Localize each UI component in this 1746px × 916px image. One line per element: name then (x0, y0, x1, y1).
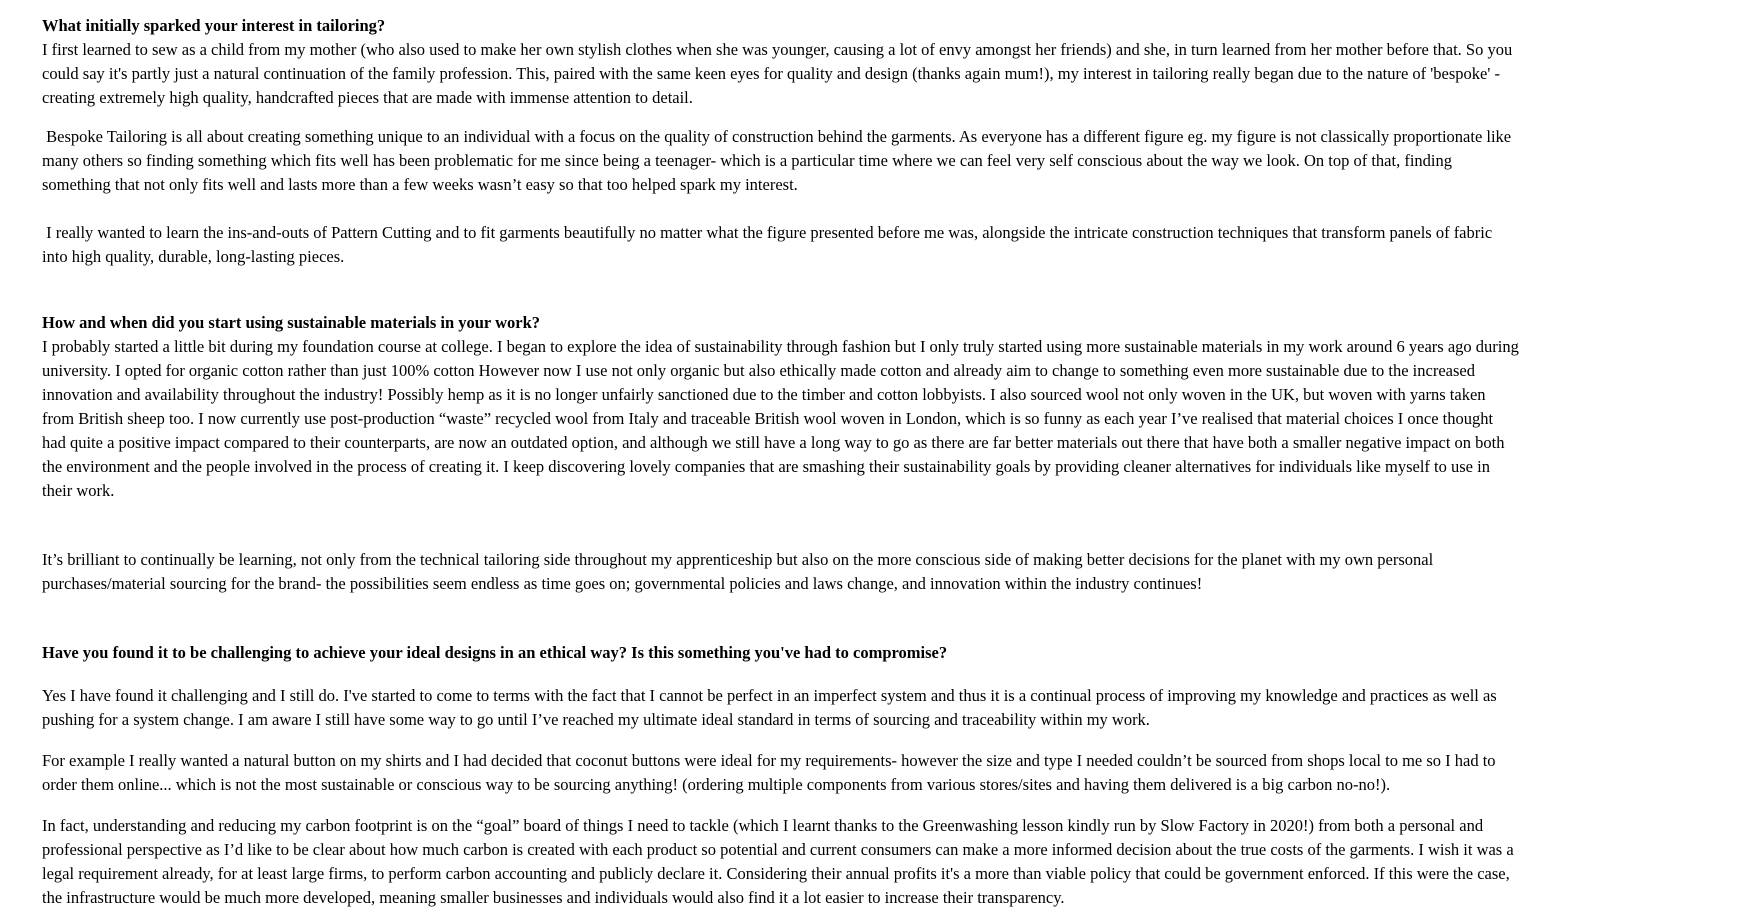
question-heading: How and when did you start using sustainable materials in your work? (42, 313, 540, 332)
answer-paragraph: In fact, understanding and reducing my carbon footprint is on the “goal” board of things I need to tackle (which I learnt thanks to the Greenwashing lesson kindly run by Slow Factory in 2020!) from both a personal and professional perspective as I’d like to be clear about how much carbon is created with each product so potential and current consumers can make a more informed decision about the true costs of the garments. I wish it was a legal requirement already, for at least large firms, to perform carbon accounting and publicly declare it. Considering their annual profits it's a more than viable policy that could be government enforced. If this were the case, the infrastructure would be much more developed, meaning smaller businesses and individuals would also find it a lot easier to increase their transparency. (42, 816, 1518, 907)
question-heading: Have you found it to be challenging to achieve your ideal designs in an ethical way? Is this something you've had to compromise? (42, 643, 948, 662)
answer-paragraph: It’s brilliant to continually be learning, not only from the technical tailoring side throughout my apprenticeship but also on the more conscious side of making better decisions for the planet with my own personal purchases/material sourcing for the brand- the possibilities seem endless as time goes on; governmental policies and laws change, and innovation within the industry continues! (42, 550, 1438, 593)
answer-paragraph: I first learned to sew as a child from my mother (who also used to make her own stylish clothes when she was younger, causing a lot of envy amongst her friends) and she, in turn learned from her mother before that. So you could say it's partly just a natural continuation of the family profession. This, paired with the same keen eyes for quality and design (thanks again mum!), my interest in tailoring really began due to the nature of 'bespoke' - creating extremely high quality, handcrafted pieces that are made with immense attention to detail. (42, 40, 1517, 107)
answer-paragraph: Yes I have found it challenging and I still do. I've started to come to terms with the fact that I cannot be perfect in an imperfect system and thus it is a continual process of improving my knowledge and practices as well as pushing for a system change. I am aware I still have some way to go until I’ve reached my ultimate ideal standard in terms of sourcing and traceability within my work. (42, 686, 1501, 729)
qa-section (42, 14, 1520, 269)
qa-section (42, 641, 1520, 910)
answer-paragraph: For example I really wanted a natural button on my shirts and I had decided that coconut buttons were ideal for my requirements- however the size and type I needed couldn’t be sourced from shops local to me so I had to order them online... which is not the most sustainable or conscious way to be sourcing anything! (ordering multiple components from various stores/sites and having them delivered is a big carbon no-no!). (42, 751, 1500, 794)
answer-paragraph: I probably started a little bit during my foundation course at college. I began to explore the idea of sustainability through fashion but I only truly started using more sustainable materials in my work around 6 years ago during university. I opted for organic cotton rather than just 100% cotton However now I use not only organic but also ethically made cotton and already aim to change to something even more sustainable due to the increased innovation and availability throughout the industry! Possibly hemp as it is no longer unfairly sanctioned due to the timber and cotton lobbyists. I also sourced wool not only woven in the UK, but woven with yarns taken from British sheep too. I now currently use post-production “waste” recycled wool from Italy and traceable British wool woven in London, which is so funny as each year I’ve realised that material choices I once thought had quite a positive impact compared to their counterparts, are now an outdated option, and although we still have a long way to go as there are far better materials out there that have both a smaller negative impact on both the environment and the people involved in the process of creating it. I keep discovering lovely companies that are smashing their sustainability goals by providing cleaner alternatives for individuals like myself to use in their work. (42, 337, 1523, 500)
question-heading: What initially sparked your interest in tailoring? (42, 16, 386, 35)
answer-paragraph: I really wanted to learn the ins-and-outs of Pattern Cutting and to fit garments beautifully no matter what the figure presented before me was, alongside the intricate construction techniques that transform panels of fabric into high quality, durable, long-lasting pieces. (42, 223, 1497, 266)
qa-section (42, 311, 1523, 596)
answer-paragraph: Bespoke Tailoring is all about creating something unique to an individual with a focus on the quality of construction behind the garments. As everyone has a different figure eg. my figure is not classically proportionate like many others so finding something which fits well has been problematic for me since being a teenager- which is a particular time where we can feel very self conscious about the way we look. On top of that, finding something that not only fits well and lasts more than a few weeks wasn’t easy so that too helped spark my interest. (42, 127, 1516, 194)
